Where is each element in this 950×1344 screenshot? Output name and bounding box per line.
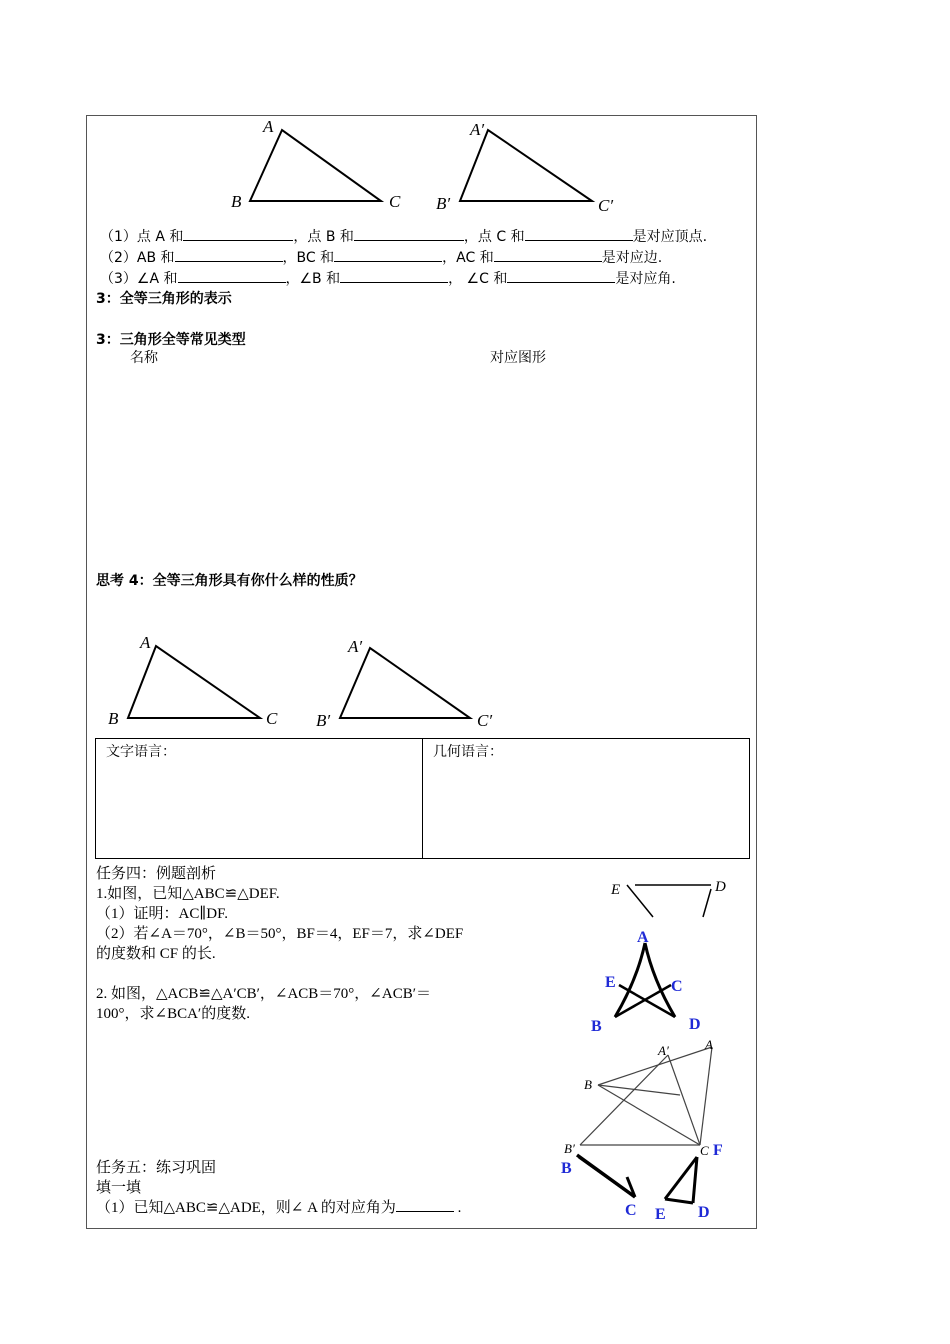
- triangle-abc-top: [225, 115, 415, 215]
- label-a: A: [705, 1037, 713, 1052]
- label-a-prime: A′: [658, 1043, 669, 1058]
- label-b: B: [584, 1077, 592, 1092]
- label-d: D: [698, 1204, 710, 1221]
- blank[interactable]: [183, 226, 293, 241]
- column-figure: 对应图形: [490, 350, 546, 366]
- label-d: D: [715, 879, 726, 895]
- triangle-abc-prime-mid: [310, 630, 510, 730]
- label-b: B: [561, 1160, 572, 1177]
- label-a: A: [637, 929, 649, 946]
- blank[interactable]: [494, 247, 602, 262]
- task4-q1a: （1）证明：AC∥DF.: [96, 906, 228, 922]
- task4-title: 任务四：例题剖析: [96, 866, 217, 882]
- geometry-language-box[interactable]: [422, 738, 750, 859]
- label-a: A: [263, 117, 274, 136]
- label-b: B: [591, 1018, 602, 1035]
- label-c: C: [671, 978, 683, 995]
- text: （1）已知△ABC≌△ADE，则∠ A 的对应角为: [96, 1200, 396, 1216]
- task4-q1b2: 的度数和 CF 的长.: [96, 946, 216, 962]
- figure-bottom: [555, 1135, 730, 1225]
- text: （3）∠A 和: [100, 271, 178, 287]
- blank[interactable]: [507, 268, 615, 283]
- task4-q2b: 100°，求∠BCA′的度数.: [96, 1006, 250, 1022]
- column-name: 名称: [130, 350, 158, 366]
- label-b-prime: B′: [316, 711, 331, 730]
- section-notation: 3：全等三角形的表示: [96, 291, 232, 307]
- task4-q2: 2. 如图，△ACB≌△A′CB′，∠ACB＝70°，∠ACB′＝: [96, 986, 431, 1002]
- blank[interactable]: [340, 268, 448, 283]
- blank[interactable]: [334, 247, 442, 262]
- label-a-prime: A′: [348, 637, 363, 656]
- text-language-box[interactable]: [95, 738, 423, 859]
- correspondence-line-1: [100, 226, 707, 246]
- label-b: B: [231, 192, 242, 211]
- correspondence-line-2: [100, 247, 662, 267]
- text: .: [457, 1200, 462, 1216]
- triangle-abc-prime-top: [430, 115, 630, 215]
- section-types: 3：三角形全等常见类型: [96, 332, 246, 348]
- text-language-label: 文字语言：: [106, 744, 176, 760]
- task4-q1b: （2）若∠A＝70°，∠B＝50°，BF＝4，EF＝7，求∠DEF: [96, 926, 464, 942]
- text: ，点 B 和: [293, 229, 354, 245]
- text: 是对应角.: [615, 271, 676, 287]
- label-c: C: [389, 192, 401, 211]
- text: 是对应顶点.: [632, 229, 708, 245]
- label-a: A: [140, 633, 151, 652]
- text: ，∠B 和: [285, 271, 341, 287]
- label-b-prime: B′: [436, 194, 451, 213]
- task5-title: 任务五：练习巩固: [96, 1160, 217, 1176]
- blank[interactable]: [175, 247, 283, 262]
- correspondence-line-3: [100, 268, 676, 288]
- label-e: E: [655, 1206, 666, 1223]
- text: ，BC 和: [282, 250, 335, 266]
- task4-q1: 1.如图，已知△ABC≌△DEF.: [96, 886, 280, 902]
- triangle-abc-mid: [100, 630, 290, 730]
- geometry-language-label: 几何语言：: [433, 744, 503, 760]
- text: ，点 C 和: [463, 229, 525, 245]
- label-b: B: [108, 709, 119, 728]
- text: ，AC 和: [442, 250, 494, 266]
- text: （1）点 A 和: [100, 229, 184, 245]
- label-a-prime: A′: [470, 120, 485, 139]
- label-c: C: [625, 1202, 637, 1219]
- label-c: C: [700, 1143, 709, 1158]
- label-b-prime: B′: [564, 1141, 575, 1156]
- blank[interactable]: [178, 268, 286, 283]
- figure-ed: [605, 875, 735, 925]
- label-f: F: [713, 1142, 723, 1159]
- blank[interactable]: [396, 1197, 454, 1212]
- text: ， ∠C 和: [448, 271, 508, 287]
- label-d: D: [689, 1016, 701, 1033]
- figure-aecbd: [585, 925, 715, 1040]
- think-4: 思考 4：全等三角形具有你什么样的性质？: [96, 573, 363, 589]
- blank[interactable]: [354, 226, 464, 241]
- text: （2）AB 和: [100, 250, 175, 266]
- text: 是对应边.: [601, 250, 663, 266]
- label-e: E: [611, 882, 621, 898]
- task5-q1: [96, 1196, 461, 1217]
- label-c-prime: C′: [477, 711, 493, 730]
- label-c-prime: C′: [598, 196, 614, 215]
- label-c: C: [266, 709, 278, 728]
- label-e: E: [605, 974, 616, 991]
- task5-sub: 填一填: [96, 1180, 142, 1196]
- blank[interactable]: [525, 226, 633, 241]
